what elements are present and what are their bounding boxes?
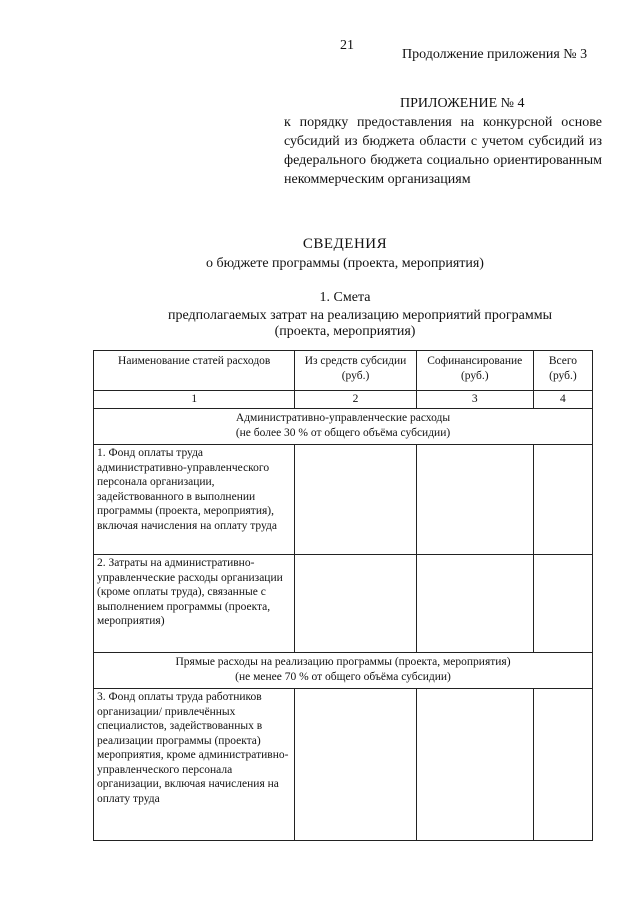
page-number: 21 [340,38,354,53]
table-row [94,445,593,555]
table-cell [533,555,592,653]
table-cell [295,555,416,653]
continuation-label: Продолжение приложения № 3 [402,47,588,62]
column-header: Наименование статей расходов [94,351,295,391]
column-number: 1 [94,391,295,409]
section-note: (не менее 70 % от общего объёма субсидии) [235,670,451,683]
table-cell [533,689,592,841]
appendix-title: ПРИЛОЖЕНИЕ № 4 [400,96,525,111]
appendix-text: к порядку предоставления на конкурсной основе субсидий из бюджета области с учетом субсидий из федерального бюджета социально ориентированным некоммерческим организациям [284,115,602,187]
table-header-row [94,351,593,391]
document-subtitle: о бюджете программы (проекта, мероприятия) [206,256,484,271]
section-title: Прямые расходы на реализацию программы (проекта, мероприятия) [175,656,511,668]
column-header: Из средств субсидии (руб.) [295,351,416,391]
section-row [94,409,593,445]
table-row [94,689,593,841]
column-number: 3 [416,391,533,409]
section-note: (не более 30 % от общего объёма субсидии) [235,426,451,439]
expense-item-label: 1. Фонд оплаты труда административно-управленческого персонала организации, задействованного в выполнении программы (проекта, мероприятия), включая начисления на оплату труда [94,445,295,555]
section-row [94,653,593,689]
table-cell [533,445,592,555]
column-header: Софинансирование (руб.) [416,351,533,391]
table-cell [416,689,533,841]
table-cell [416,555,533,653]
smeta-subtitle-line2: (проекта, мероприятия) [274,324,416,339]
column-number-row [94,391,593,409]
section-title: Административно-управленческие расходы [235,412,451,424]
expense-item-label: 2. Затраты на административно-управленческие расходы организации (кроме оплаты труда), связанные с выполнением программы (проекта, мероприятия) [94,555,295,653]
table-cell [295,689,416,841]
document-title: СВЕДЕНИЯ [302,236,388,252]
smeta-subtitle-line1: предполагаемых затрат на реализацию мероприятий программы [168,308,552,323]
table-cell [416,445,533,555]
column-number: 4 [533,391,592,409]
smeta-title: 1. Смета [319,290,371,305]
column-header: Всего (руб.) [533,351,592,391]
table-row [94,555,593,653]
table-cell [295,445,416,555]
column-number: 2 [295,391,416,409]
budget-table [93,350,593,841]
expense-item-label: 3. Фонд оплаты труда работников организации/ привлечённых специалистов, задействованных в реализации программы (проекта) мероприятия, кроме административно-управленческого персонала организации, включая начисления на оплату труда [94,689,295,841]
